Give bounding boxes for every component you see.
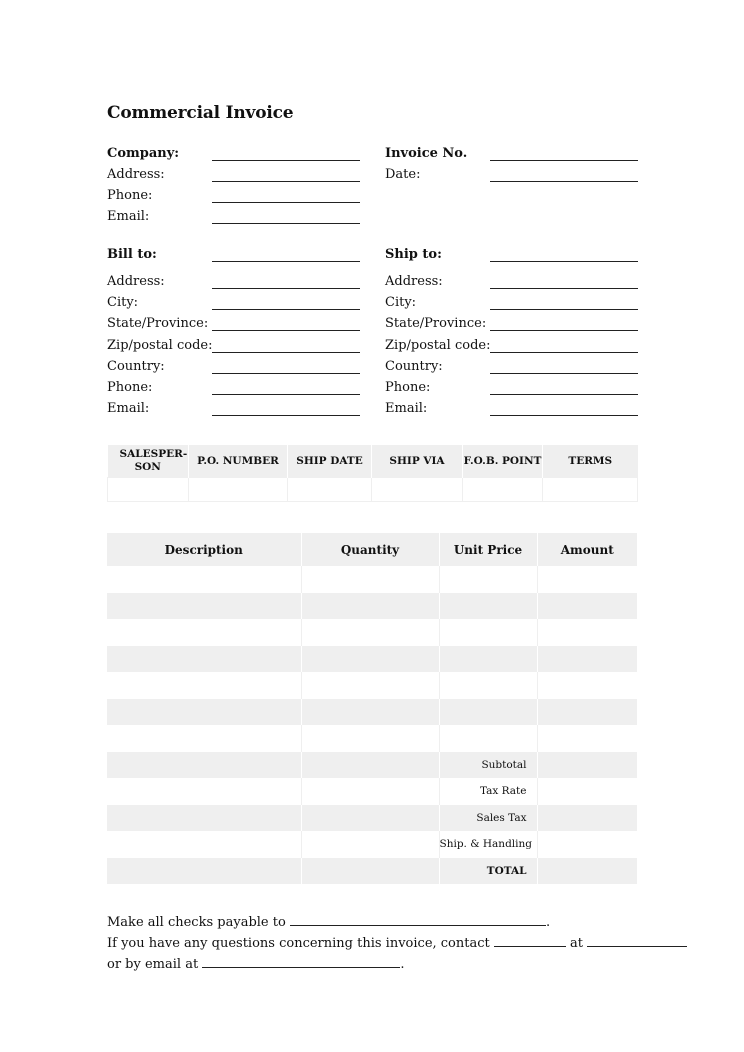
description-cell[interactable] [107, 593, 301, 620]
total-value[interactable] [537, 858, 637, 885]
unit-price-cell[interactable] [439, 593, 537, 620]
quantity-header: Quantity [301, 533, 439, 566]
table-row [107, 646, 637, 673]
table-row [107, 699, 637, 726]
company-email-line[interactable] [212, 223, 360, 224]
quantity-cell[interactable] [301, 619, 439, 646]
ship-zip-line[interactable] [490, 352, 638, 353]
payable-text: Make all checks payable to [107, 915, 286, 930]
ship-state-line[interactable] [490, 330, 638, 331]
unit-price-cell[interactable] [439, 619, 537, 646]
company-phone-label: Phone: [107, 188, 153, 203]
invoice-date-line[interactable] [490, 181, 638, 182]
unit-price-cell[interactable] [439, 699, 537, 726]
unit-price-cell[interactable] [439, 672, 537, 699]
company-label: Company: [107, 146, 180, 161]
page-title: Commercial Invoice [107, 103, 294, 123]
description-cell[interactable] [107, 672, 301, 699]
amount-cell[interactable] [537, 566, 637, 593]
ship-phone-label: Phone: [385, 380, 431, 395]
bill-address-line[interactable] [212, 288, 360, 289]
order-info-header-row [108, 445, 638, 478]
amount-cell[interactable] [537, 672, 637, 699]
bill-email-label: Email: [107, 401, 150, 416]
email-text: or by email at [107, 957, 199, 972]
footer-email [107, 954, 404, 972]
quantity-cell[interactable] [301, 566, 439, 593]
company-address-label: Address: [107, 167, 165, 182]
amount-cell[interactable] [537, 646, 637, 673]
ship-zip-label: Zip/postal code: [385, 338, 491, 353]
shipping-value[interactable] [537, 831, 637, 858]
ship-address-label: Address: [385, 274, 443, 289]
table-row [107, 725, 637, 752]
table-row [107, 619, 637, 646]
ship-email-label: Email: [385, 401, 428, 416]
ship-date-header: SHIP DATE [288, 445, 372, 478]
tax-rate-label: Tax Rate [439, 778, 537, 805]
salesperson-header: SALESPER-SON [108, 445, 189, 478]
ship-city-line[interactable] [490, 309, 638, 310]
terms-cell[interactable] [543, 478, 638, 502]
contact-email-line[interactable] [202, 954, 400, 968]
ship-state-label: State/Province: [385, 316, 487, 331]
items-table [107, 533, 637, 884]
company-phone-line[interactable] [212, 202, 360, 203]
bill-state-line[interactable] [212, 330, 360, 331]
bill-address-label: Address: [107, 274, 165, 289]
subtotal-row [107, 752, 637, 779]
ship-country-line[interactable] [490, 373, 638, 374]
bill-country-line[interactable] [212, 373, 360, 374]
unit-price-header: Unit Price [439, 533, 537, 566]
description-cell[interactable] [107, 619, 301, 646]
description-cell[interactable] [107, 699, 301, 726]
tax-rate-value[interactable] [537, 778, 637, 805]
payable-to-line[interactable] [290, 912, 546, 926]
email-period: . [400, 957, 405, 972]
fob-point-header: F.O.B. POINT [463, 445, 543, 478]
quantity-cell[interactable] [301, 672, 439, 699]
sales-tax-row [107, 805, 637, 832]
company-address-line[interactable] [212, 181, 360, 182]
bill-zip-label: Zip/postal code: [107, 338, 213, 353]
ship-via-header: SHIP VIA [372, 445, 463, 478]
amount-header: Amount [537, 533, 637, 566]
bill-phone-label: Phone: [107, 380, 153, 395]
ship-country-label: Country: [385, 359, 443, 374]
order-info-table [107, 445, 638, 502]
questions-text: If you have any questions concerning this invoice, contact [107, 936, 490, 951]
bill-to-heading: Bill to: [107, 247, 157, 262]
ship-to-heading: Ship to: [385, 247, 442, 262]
ship-date-cell[interactable] [288, 478, 372, 502]
table-row [107, 566, 637, 593]
amount-cell[interactable] [537, 699, 637, 726]
amount-cell[interactable] [537, 725, 637, 752]
invoice-date-label: Date: [385, 167, 421, 182]
bill-zip-line[interactable] [212, 352, 360, 353]
contact-phone-line[interactable] [587, 933, 687, 947]
sales-tax-value[interactable] [537, 805, 637, 832]
table-row [107, 593, 637, 620]
amount-cell[interactable] [537, 593, 637, 620]
footer-payable [107, 912, 550, 930]
bill-city-label: City: [107, 295, 139, 310]
table-row [107, 672, 637, 699]
fob-point-cell[interactable] [463, 478, 543, 502]
amount-cell[interactable] [537, 619, 637, 646]
ship-to-line[interactable] [490, 261, 638, 262]
unit-price-cell[interactable] [439, 566, 537, 593]
po-number-header: P.O. NUMBER [189, 445, 288, 478]
quantity-cell[interactable] [301, 646, 439, 673]
subtotal-label: Subtotal [439, 752, 537, 779]
shipping-row [107, 831, 637, 858]
items-header-row [107, 533, 637, 566]
contact-name-line[interactable] [494, 933, 566, 947]
footer-questions [107, 933, 687, 951]
unit-price-cell[interactable] [439, 725, 537, 752]
sales-tax-label: Sales Tax [439, 805, 537, 832]
description-cell[interactable] [107, 646, 301, 673]
quantity-cell[interactable] [301, 699, 439, 726]
unit-price-cell[interactable] [439, 646, 537, 673]
bill-to-line[interactable] [212, 261, 360, 262]
ship-email-line[interactable] [490, 415, 638, 416]
company-email-label: Email: [107, 209, 150, 224]
ship-via-cell[interactable] [372, 478, 463, 502]
total-row [107, 858, 637, 885]
at-text: at [570, 936, 583, 951]
company-input-line[interactable] [212, 160, 360, 161]
total-label: TOTAL [439, 858, 537, 885]
order-info-row [108, 478, 638, 502]
salesperson-cell[interactable] [108, 478, 189, 502]
bill-city-line[interactable] [212, 309, 360, 310]
bill-email-line[interactable] [212, 415, 360, 416]
bill-state-label: State/Province: [107, 316, 209, 331]
ship-city-label: City: [385, 295, 417, 310]
ship-phone-line[interactable] [490, 394, 638, 395]
po-number-cell[interactable] [189, 478, 288, 502]
shipping-label: Ship. & Handling [439, 831, 537, 858]
ship-address-line[interactable] [490, 288, 638, 289]
subtotal-value[interactable] [537, 752, 637, 779]
terms-header: TERMS [543, 445, 638, 478]
bill-phone-line[interactable] [212, 394, 360, 395]
description-cell[interactable] [107, 725, 301, 752]
payable-period: . [545, 915, 551, 930]
invoice-number-label: Invoice No. [385, 146, 468, 161]
invoice-number-line[interactable] [490, 160, 638, 161]
quantity-cell[interactable] [301, 725, 439, 752]
bill-country-label: Country: [107, 359, 165, 374]
quantity-cell[interactable] [301, 593, 439, 620]
description-header: Description [107, 533, 301, 566]
tax-rate-row [107, 778, 637, 805]
description-cell[interactable] [107, 566, 301, 593]
